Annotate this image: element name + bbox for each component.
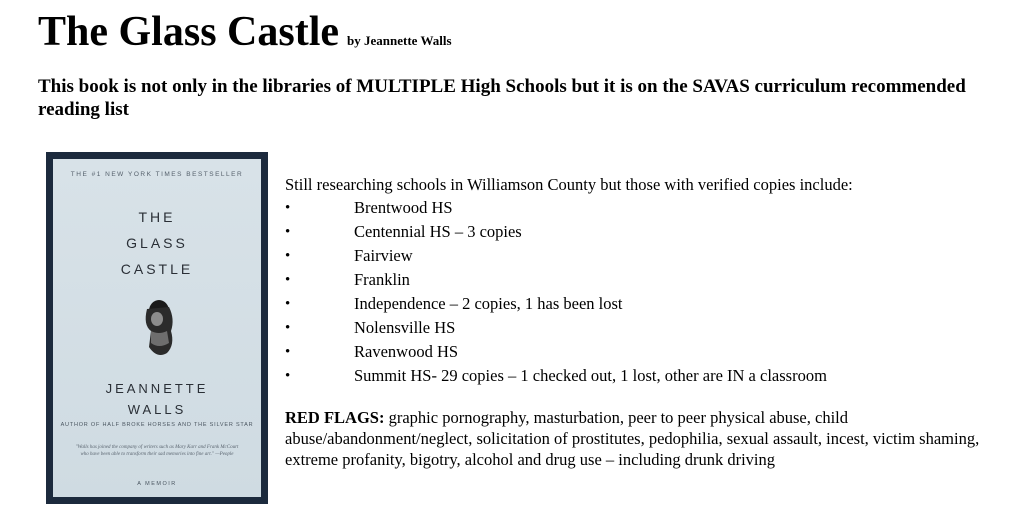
bullet-icon: • bbox=[285, 344, 291, 360]
cover-credits: AUTHOR OF HALF BROKE HORSES AND THE SILVER STAR bbox=[60, 422, 254, 428]
list-item bbox=[285, 268, 827, 292]
title-row bbox=[38, 8, 452, 56]
school-name: Centennial HS – 3 copies bbox=[354, 222, 522, 241]
cover-title-word: THE bbox=[138, 209, 176, 225]
cover-photo-image bbox=[137, 297, 181, 361]
bullet-icon: • bbox=[285, 224, 291, 240]
school-name: Brentwood HS bbox=[354, 198, 453, 217]
list-item bbox=[285, 316, 827, 340]
bullet-icon: • bbox=[285, 248, 291, 264]
book-cover-inner bbox=[53, 159, 261, 497]
school-name: Fairview bbox=[354, 246, 413, 265]
list-item bbox=[285, 220, 827, 244]
bullet-icon: • bbox=[285, 200, 291, 216]
school-list bbox=[285, 196, 827, 388]
cover-footer: A MEMOIR bbox=[137, 481, 177, 487]
red-flags-text: graphic pornography, masturbation, peer to peer physical abuse, child abuse/abandonment/neglect, solicitation of prostitutes, pedophilia, sexual assault, incest, victim shaming, extreme profanity, bigotry, alcohol and drug use – including drunk driving bbox=[285, 408, 980, 469]
book-cover bbox=[46, 152, 268, 504]
school-name: Franklin bbox=[354, 270, 410, 289]
cover-quote: "Walls has joined the company of writers such as Mary Karr and Frank McCourt who have been able to transform their sad memories into fine art." —People bbox=[75, 445, 239, 457]
book-byline: by Jeannette Walls bbox=[347, 33, 452, 48]
cover-author-last: WALLS bbox=[127, 402, 187, 417]
list-item bbox=[285, 196, 827, 220]
list-item bbox=[285, 292, 827, 316]
list-item bbox=[285, 364, 827, 388]
cover-author-first: JEANNETTE bbox=[105, 381, 209, 396]
bullet-icon: • bbox=[285, 368, 291, 384]
school-name: Independence – 2 copies, 1 has been lost bbox=[354, 294, 623, 313]
bullet-icon: • bbox=[285, 272, 291, 288]
list-item bbox=[285, 244, 827, 268]
school-name: Ravenwood HS bbox=[354, 342, 459, 361]
research-intro: Still researching schools in Williamson County but those with verified copies include: bbox=[285, 175, 853, 194]
cover-title-word: CASTLE bbox=[120, 261, 194, 277]
bullet-icon: • bbox=[285, 320, 291, 336]
red-flags-paragraph bbox=[285, 407, 985, 470]
book-title: The Glass Castle bbox=[38, 9, 340, 55]
school-name: Nolensville HS bbox=[354, 318, 456, 337]
cover-top-line: THE #1 NEW YORK TIMES BESTSELLER bbox=[70, 171, 244, 178]
bullet-icon: • bbox=[285, 296, 291, 312]
list-item bbox=[285, 340, 827, 364]
subtitle: This book is not only in the libraries of MULTIPLE High Schools but it is on the SAVAS curriculum recommended reading list bbox=[38, 76, 966, 120]
cover-title-word: GLASS bbox=[126, 235, 188, 251]
school-name: Summit HS- 29 copies – 1 checked out, 1 lost, other are IN a classroom bbox=[354, 366, 827, 385]
red-flags-label: RED FLAGS: bbox=[285, 408, 385, 427]
